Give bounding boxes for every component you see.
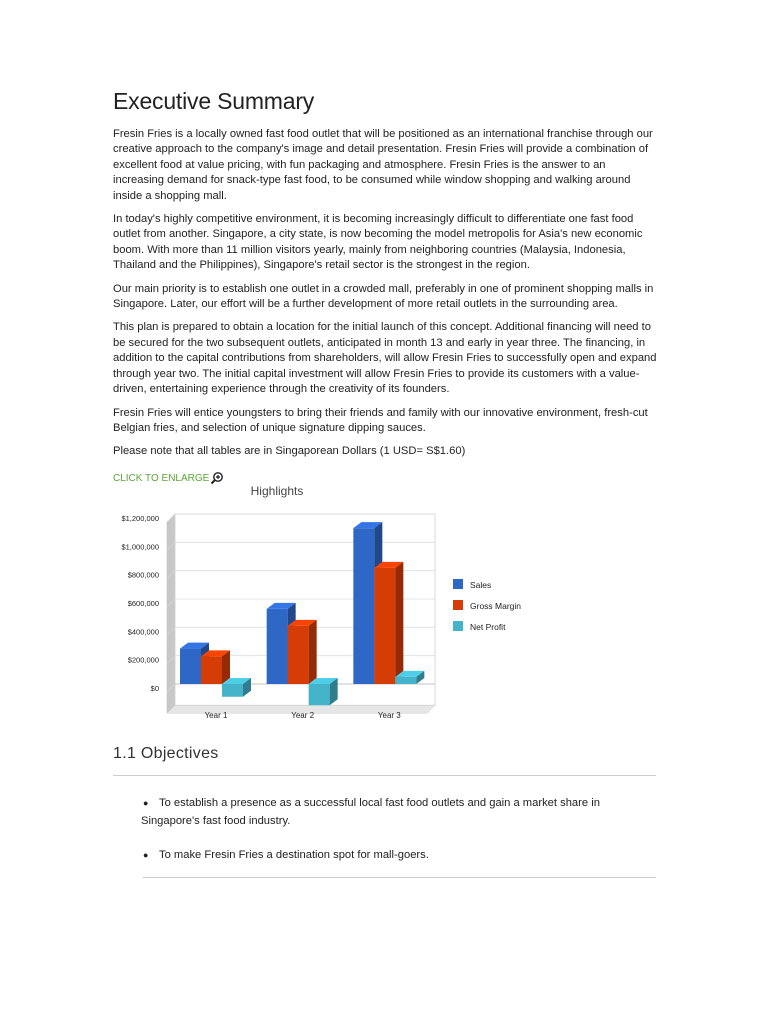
x-tick-label: Year 1 [204, 711, 228, 720]
y-tick-label: $400,000 [127, 627, 159, 637]
y-tick-label: $0 [150, 684, 159, 693]
section-divider [143, 877, 656, 878]
bar-side-face [395, 562, 403, 684]
objective-line: To make Fresin Fries a destination spot for mall-goers. [159, 849, 429, 861]
objectives-section [113, 745, 656, 878]
bar-gross-margin [201, 656, 222, 684]
chart-title: Highlights [250, 484, 304, 498]
x-tick-label: Year 3 [377, 711, 401, 720]
legend-label: Net Profit [470, 622, 506, 632]
paragraph-currency-note: Please note that all tables are in Singaporean Dollars (1 USD= S$1.60) [113, 445, 466, 458]
page-title: Executive Summary [113, 88, 315, 114]
y-tick-label: $800,000 [127, 570, 159, 580]
paragraph-intro: Fresin Fries is a locally owned fast food outlet that will be positioned as an international franchise through our creative approach to the company's image and detail presentation. Fresin Fries will provide a combination of excellent food at value pricing, with fun packaging and atmosphere. Fresin Fries is the answer to an increasing demand for snack-type fast food, to be consumed while window shopping and walking around inside a shopping mall. [113, 128, 653, 202]
objectives-list [113, 795, 656, 865]
objective-item [143, 795, 656, 830]
legend-swatch [453, 621, 463, 631]
legend-label: Gross Margin [470, 601, 522, 611]
bar-sales [180, 649, 201, 684]
highlights-chart [113, 480, 543, 725]
bar-gross-margin [288, 626, 309, 684]
y-tick-label: $600,000 [127, 599, 159, 608]
objective-line: To establish a presence as a successful local fast food outlets and gain a market share in [159, 797, 600, 809]
bar-sales [353, 528, 374, 684]
objective-line: Singapore's fast food industry. [141, 814, 291, 827]
bar-sales [267, 609, 288, 684]
paragraph-environment: In today's highly competitive environment, it is becoming increasingly difficult to differentiate one fast food outlet from another. Singapore, a city state, is now becoming the model metropolis for Asia's new economic boom. With more than 11 million visitors yearly, mainly from neighboring countries (Malaysia, Indonesia, Thailand and the Philippines), Singapore's retail sector is the strongest in the region. [113, 213, 643, 272]
legend-label: Sales [470, 580, 492, 590]
paragraph-entice: Fresin Fries will entice youngsters to bring their friends and family with our innovative environment, fresh-cut Belgian fries, and selection of unique signature dipping sauces. [113, 406, 648, 434]
executive-summary-section [113, 88, 658, 486]
click-to-enlarge-label: CLICK TO ENLARGE [113, 472, 210, 484]
highlights-chart-svg [113, 480, 543, 725]
x-tick-label: Year 2 [291, 711, 315, 720]
bar-net-profit [309, 684, 330, 705]
bar-net-profit [222, 684, 243, 697]
bar-side-face [309, 620, 317, 684]
bar-net-profit [395, 677, 416, 684]
legend-swatch [453, 579, 463, 589]
legend-swatch [453, 600, 463, 610]
y-tick-label: $1,200,000 [121, 514, 159, 523]
y-tick-label: $1,000,000 [121, 542, 159, 552]
objective-item [143, 847, 656, 865]
objectives-title: 1.1 Objectives [113, 745, 656, 776]
paragraph-financing: This plan is prepared to obtain a location for the initial launch of this concept. Additional financing will need to be secured for the two subsequent outlets, anticipated in month 13 and early in year three. The financing, in addition to the capital contributions from shareholders, will allow Fresin Fries to successfully open and expand through year two. The initial capital investment will allow Fresin Fries to provide its customers with a value-driven, entertaining experience through the creativity of its founders. [113, 321, 657, 396]
bullet-icon: ● [143, 850, 149, 860]
bullet-icon: ● [143, 798, 149, 808]
paragraph-priority: Our main priority is to establish one outlet in a crowded mall, preferably in one of prominent shopping malls in Singapore. Later, our effort will be a further development of more retail outlets in the surrounding area. [113, 282, 654, 311]
y-tick-label: $200,000 [127, 655, 159, 665]
bar-gross-margin [374, 568, 395, 684]
